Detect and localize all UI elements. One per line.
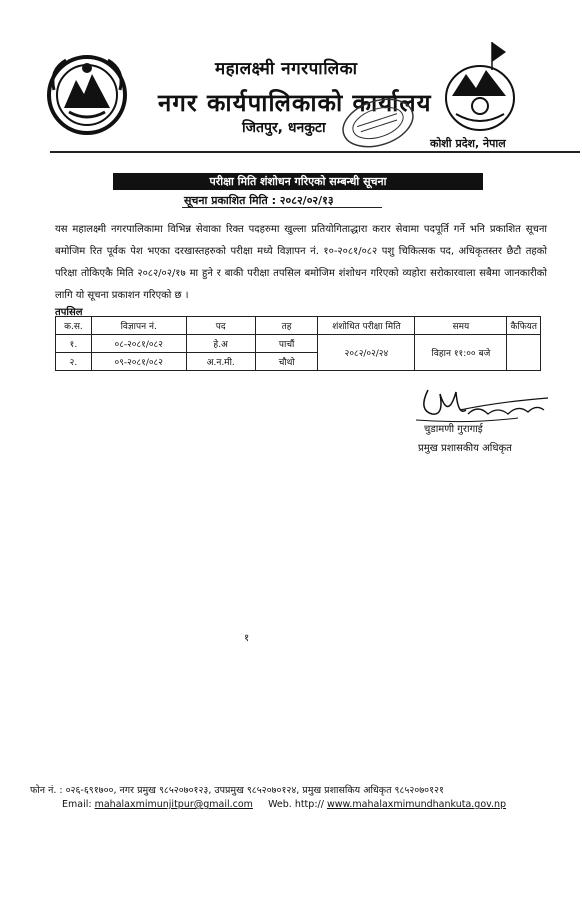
header-divider: [50, 151, 580, 153]
col-post: पद: [186, 317, 255, 335]
footer-phone: फोन नं. : ०२६-६९१७००, नगर प्रमुख ९८५२०७०१२३, उपप्रमुख ९८५२०७०१२४, प्रमुख प्रशासकिय अधिकृत ९८५२०७०१२१: [30, 785, 444, 796]
col-revised-date: शंशोधित परीक्षा मिति: [318, 317, 415, 335]
col-level: तह: [255, 317, 318, 335]
remarks: [507, 335, 541, 371]
location: जितपुर, धनकुटा: [242, 120, 326, 136]
row-level: चौथो: [255, 353, 318, 371]
office-stamp-icon: [335, 92, 421, 154]
notice-subject: परीक्षा मिति शंशोधन गरिएको सम्बन्धी सूचना: [113, 173, 483, 190]
row-post: अ.न.मी.: [186, 353, 255, 371]
row-level: पाचौं: [255, 335, 318, 353]
province: कोशी प्रदेश, नेपाल: [430, 137, 506, 150]
row-sn: २.: [56, 353, 92, 371]
table-header-row: [56, 317, 541, 335]
notice-body: यस महालक्ष्मी नगरपालिकामा विभिन्न सेवाका रिक्त पदहरुमा खुल्ला प्रतियोगिताद्धारा करार सेवामा पदपूर्ति गर्ने भनि प्रकाशित सूचना बमोजिम रित पूर्वक पेश भएका दरखास्तहरुको परीक्षा मध्ये विज्ञापन नं. १०-२०८१/०८२ पशु चिकित्सक पद, अधिकृतस्तर छैटौ तहको परिक्षा तोकिएकै मिति २०८२/०२/१७ मा हुने र बाकी परीक्षा तपसिल बमोजिम शंशोधन गरिएको व्यहोरा सरोकारवाला सबैमा जानकारीको लागि यो सूचना प्रकाशन गरिएको छ ।: [55, 224, 547, 301]
signer-name: चुडामणी गुरागाई: [424, 424, 483, 435]
footer-contact: [62, 799, 506, 810]
web-label: Web. http://: [268, 799, 324, 810]
col-ad-no: विज्ञापन नं.: [91, 317, 186, 335]
row-post: हे.अ: [186, 335, 255, 353]
org-name: महालक्ष्मी नगरपालिका: [215, 59, 358, 79]
revised-date: २०८२/०२/२४: [318, 335, 415, 371]
notice-published-date: सूचना प्रकाशित मिति : २०८२/०२/१३: [184, 194, 334, 207]
signer-title: प्रमुख प्रशासकीय अधिकृत: [418, 443, 512, 454]
col-remarks: कैफियत: [507, 317, 541, 335]
email-link[interactable]: mahalaxmimunjitpur@gmail.com: [94, 799, 253, 810]
date-underline: [182, 207, 382, 208]
row-ad-no: ०९-२०८१/०८२: [91, 353, 186, 371]
col-time: समय: [415, 317, 507, 335]
col-sn: क.स.: [56, 317, 92, 335]
office-name: नगर कार्यपालिकाको कार्यालय: [158, 89, 432, 117]
page-mark: १: [244, 633, 250, 644]
row-sn: १.: [56, 335, 92, 353]
exam-time: विहान ११:०० बजे: [415, 335, 507, 371]
schedule-table: [55, 316, 541, 371]
row-ad-no: ०८-२०८१/०८२: [91, 335, 186, 353]
schedule-label: तपसिल: [55, 307, 83, 318]
website-link[interactable]: www.mahalaxmimundhankuta.gov.np: [326, 799, 507, 810]
nepal-emblem-icon: [44, 50, 130, 140]
email-label: Email:: [62, 799, 92, 810]
municipality-logo-icon: [440, 40, 520, 136]
table-row: [56, 335, 541, 353]
